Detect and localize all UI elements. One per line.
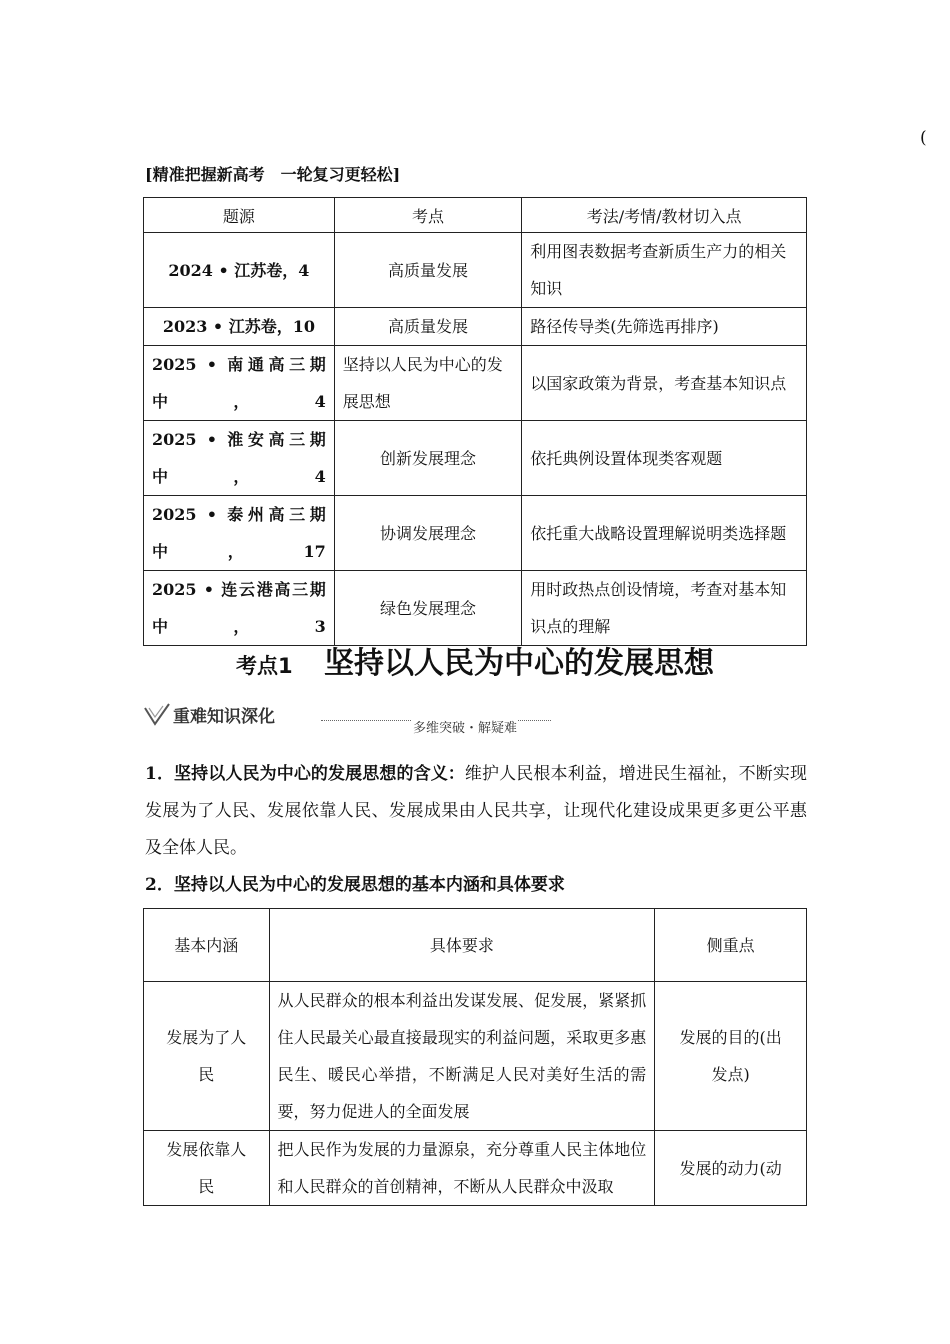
point-cell: 创新发展理念 bbox=[334, 421, 521, 496]
table-header-row bbox=[144, 198, 807, 233]
paragraph-lead: 1．坚持以人民为中心的发展思想的含义： bbox=[145, 764, 465, 784]
table-row bbox=[144, 982, 807, 1131]
banner-title: 重难知识深化 bbox=[173, 707, 275, 727]
column-header-source: 题源 bbox=[144, 198, 335, 233]
source-table bbox=[143, 197, 807, 646]
table-row bbox=[144, 571, 807, 646]
banner-check-icon bbox=[143, 702, 171, 730]
source-cell: 2025 • 淮安高三期中，4 bbox=[144, 421, 335, 496]
banner-subtitle: 多维突破・解疑难 bbox=[411, 717, 517, 736]
corner-mark: ( bbox=[920, 128, 927, 148]
method-cell: 依托典例设置体现类客观题 bbox=[522, 421, 807, 496]
connotation-cell: 发展为了人民 bbox=[144, 982, 270, 1131]
column-header-method: 考法/考情/教材切入点 bbox=[522, 198, 807, 233]
column-header-connotation: 基本内涵 bbox=[144, 909, 270, 982]
source-cell: 2025 • 连云港高三期中，3 bbox=[144, 571, 335, 646]
source-cell: 2025 • 泰州高三期中，17 bbox=[144, 496, 335, 571]
point-cell: 高质量发展 bbox=[334, 233, 521, 308]
table-row bbox=[144, 1131, 807, 1206]
point-cell: 高质量发展 bbox=[334, 308, 521, 346]
column-header-requirement: 具体要求 bbox=[269, 909, 655, 982]
paragraph-heading: 2．坚持以人民为中心的发展思想的基本内涵和具体要求 bbox=[145, 875, 565, 895]
table-row bbox=[144, 496, 807, 571]
point-cell: 协调发展理念 bbox=[334, 496, 521, 571]
table-row bbox=[144, 308, 807, 346]
source-cell: 2025 • 南通高三期中，4 bbox=[144, 346, 335, 421]
requirement-cell: 从人民群众的根本利益出发谋发展、促发展，紧紧抓住人民最关心最直接最现实的利益问题，采取更多惠民生、暖民心举措，不断满足人民对美好生活的需要，努力促进人的全面发展 bbox=[269, 982, 655, 1131]
table-row bbox=[144, 346, 807, 421]
method-cell: 以国家政策为背景，考查基本知识点 bbox=[522, 346, 807, 421]
requirement-cell: 把人民作为发展的力量源泉，充分尊重人民主体地位和人民群众的首创精神，不断从人民群众中汲取 bbox=[269, 1131, 655, 1206]
focus-cell: 发展的目的(出发点) bbox=[655, 982, 807, 1131]
focus-cell: 发展的动力(动 bbox=[655, 1131, 807, 1206]
table-header-row bbox=[144, 909, 807, 982]
source-cell: 2024 • 江苏卷，4 bbox=[144, 233, 335, 308]
point-cell: 坚持以人民为中心的发展思想 bbox=[334, 346, 521, 421]
method-cell: 利用图表数据考查新质生产力的相关知识 bbox=[522, 233, 807, 308]
paragraph-text: 维护人民根本利益，增进民生福祉，不断实现发展为了人民、发展依靠人民、发展成果由人民共享，让现代化建设成果更多更公平惠及全体人民。 bbox=[145, 764, 808, 858]
point-cell: 绿色发展理念 bbox=[334, 571, 521, 646]
method-cell: 依托重大战略设置理解说明类选择题 bbox=[522, 496, 807, 571]
topic-title bbox=[0, 638, 950, 682]
table-row bbox=[144, 233, 807, 308]
table-row bbox=[144, 421, 807, 496]
topic-prefix: 考点1 bbox=[236, 654, 293, 678]
topic-title-text: 坚持以人民为中心的发展思想 bbox=[323, 646, 714, 681]
column-header-focus: 侧重点 bbox=[655, 909, 807, 982]
method-cell: 路径传导类(先筛选再排序) bbox=[522, 308, 807, 346]
content-table bbox=[143, 908, 807, 1206]
page-header: [精准把握新高考 一轮复习更轻松] bbox=[145, 165, 401, 184]
paragraph-definition bbox=[145, 756, 807, 867]
section-banner bbox=[143, 700, 563, 740]
column-header-point: 考点 bbox=[334, 198, 521, 233]
method-cell: 用时政热点创设情境，考查对基本知识点的理解 bbox=[522, 571, 807, 646]
connotation-cell: 发展依靠人民 bbox=[144, 1131, 270, 1206]
source-cell: 2023 • 江苏卷，10 bbox=[144, 308, 335, 346]
